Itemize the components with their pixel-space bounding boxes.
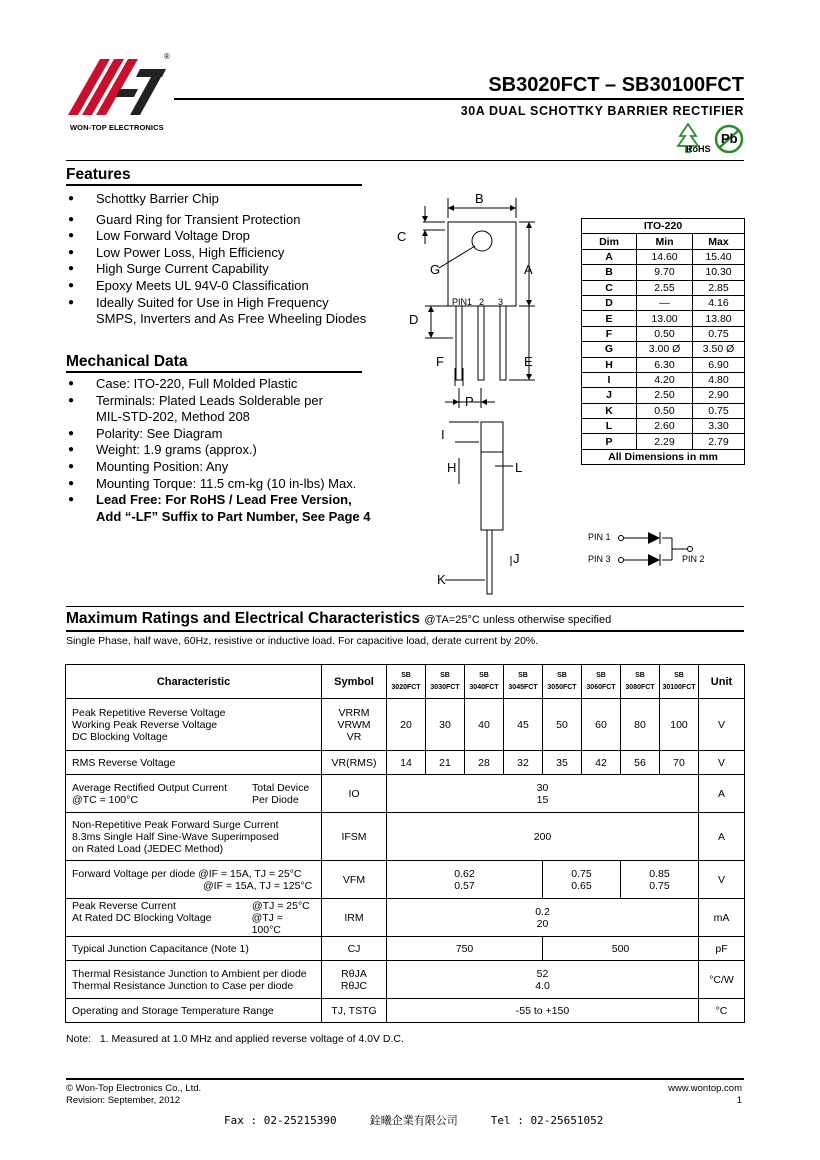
unit-cell: mA [699, 899, 745, 937]
char-text: Total Device [252, 781, 310, 794]
schematic-pin3-label: PIN 3 [588, 554, 611, 564]
part-number: 3080FCT [625, 683, 655, 691]
dim-cell: C [582, 280, 637, 295]
table-row [582, 326, 745, 341]
value-cell [387, 861, 543, 899]
footer-website[interactable]: www.wontop.com [668, 1083, 742, 1094]
ratings-top-rule [66, 606, 744, 607]
col-header-part [660, 665, 699, 699]
features-list [67, 191, 397, 328]
value-text: 0.85 [649, 867, 670, 880]
dim-cell: 2.50 [637, 388, 693, 403]
mech-item: ● Terminals: Plated Leads Solderable per [67, 393, 407, 410]
registered-mark: ® [164, 52, 170, 61]
pin3-label: 3 [498, 297, 504, 307]
dim-cell: 2.90 [693, 388, 745, 403]
value-cell: 50 [543, 699, 582, 751]
table-header-row [66, 665, 745, 699]
col-header-part [465, 665, 504, 699]
table-row [66, 899, 745, 937]
dim-cell: 2.85 [693, 280, 745, 295]
value-text: 20 [536, 917, 549, 930]
value-cell: 70 [660, 751, 699, 775]
part-number: 30100FCT [662, 683, 696, 691]
dim-cell: — [637, 295, 693, 310]
mechanical-title: Mechanical Data [66, 353, 188, 370]
value-cell: 30 [426, 699, 465, 751]
dim-cell: 14.60 [637, 249, 693, 264]
footer-copyright: © Won-Top Electronics Co., Ltd. [66, 1083, 202, 1094]
char-text: Thermal Resistance Junction to Case per diode [72, 979, 294, 992]
value-cell: 80 [621, 699, 660, 751]
char-text: @TC = 100°C [72, 793, 138, 806]
dim-cell: I [582, 372, 637, 387]
table-row [66, 961, 745, 999]
value-cell: 750 [387, 937, 543, 961]
rohs-icon [676, 122, 710, 156]
dim-cell: 0.75 [693, 326, 745, 341]
value-cell [543, 861, 621, 899]
dim-cell: 3.50 Ø [693, 342, 745, 357]
ratings-title-text: Maximum Ratings and Electrical Characteristics [66, 610, 421, 627]
dim-label-g: G [430, 262, 441, 277]
unit-cell: °C [699, 999, 745, 1023]
dim-cell: 0.50 [637, 326, 693, 341]
col-header-part [387, 665, 426, 699]
dim-cell: 2.55 [637, 280, 693, 295]
value-text: 15 [536, 793, 549, 806]
mech-item: ● Mounting Position: Any [67, 459, 407, 476]
dim-label-e: E [524, 354, 533, 369]
part-prefix: SB [635, 671, 645, 679]
dim-label-b: B [475, 191, 484, 206]
table-row [582, 280, 745, 295]
pin1-label: PIN1 [452, 297, 473, 307]
value-cell: 32 [504, 751, 543, 775]
ratings-table [65, 664, 745, 1023]
row-symbol: IFSM [322, 813, 387, 861]
value-cell: 200 [387, 813, 699, 861]
dim-cell: A [582, 249, 637, 264]
symbol-text: VRWM [337, 718, 371, 731]
table-row [582, 357, 745, 372]
value-cell: 28 [465, 751, 504, 775]
rohs-label: RoHS [686, 144, 711, 154]
row-symbol [322, 699, 387, 751]
dim-cell: G [582, 342, 637, 357]
char-text: @TJ = 100°C [251, 911, 283, 936]
value-cell: 35 [543, 751, 582, 775]
feature-item: ● Schottky Barrier Chip [67, 191, 397, 208]
dim-cell: H [582, 357, 637, 372]
value-cell: 21 [426, 751, 465, 775]
row-characteristic [66, 699, 322, 751]
char-text: Average Rectified Output Current [72, 781, 228, 794]
row-symbol: CJ [322, 937, 387, 961]
feature-item: ● Low Power Loss, High Efficiency [67, 245, 397, 262]
row-characteristic [66, 813, 322, 861]
col-header-part [582, 665, 621, 699]
dim-cell: 4.16 [693, 295, 745, 310]
char-text: DC Blocking Voltage [72, 730, 168, 743]
char-text: Forward Voltage per diode @IF = 15A, TJ = 25°C [72, 867, 302, 880]
dim-cell: 6.90 [693, 357, 745, 372]
mech-item-continued: Add “-LF” Suffix to Part Number, See Page 4 [96, 508, 371, 524]
part-number: 3020FCT [391, 683, 421, 691]
char-text: @IF = 15A, TJ = 125°C [203, 879, 313, 892]
char-text: Working Peak Reverse Voltage [72, 718, 218, 731]
col-header-symbol: Symbol [322, 665, 387, 699]
row-symbol: VR(RMS) [322, 751, 387, 775]
mech-item: ● Weight: 1.9 grams (approx.) [67, 442, 407, 459]
footer-page-number: 1 [736, 1095, 742, 1106]
package-outline-drawing [395, 188, 575, 598]
dim-cell: 2.29 [637, 434, 693, 449]
char-text: Peak Reverse Current [72, 899, 176, 912]
value-text: 0.75 [649, 879, 670, 892]
row-symbol: VFM [322, 861, 387, 899]
dim-cell: 3.00 Ø [637, 342, 693, 357]
value-text: 4.0 [535, 979, 550, 992]
dim-cell: J [582, 388, 637, 403]
title-rule [174, 98, 744, 100]
value-text: 0.2 [535, 905, 550, 918]
dim-cell: 0.50 [637, 403, 693, 418]
value-cell: 60 [582, 699, 621, 751]
row-characteristic: Typical Junction Capacitance (Note 1) [66, 937, 322, 961]
row-characteristic: Operating and Storage Temperature Range [66, 999, 322, 1023]
value-cell: 100 [660, 699, 699, 751]
dim-label-a: A [524, 262, 533, 277]
dim-table-header: Max [693, 234, 745, 249]
char-text: @TJ = 25°C [252, 899, 310, 912]
value-cell [387, 899, 699, 937]
table-row [66, 813, 745, 861]
ratings-rule [66, 630, 744, 632]
table-row [66, 775, 745, 813]
footer-revision: Revision: September, 2012 [66, 1095, 181, 1106]
unit-cell: V [699, 861, 745, 899]
header-rule [66, 160, 744, 161]
table-row [582, 388, 745, 403]
symbol-text: RθJC [340, 979, 368, 992]
row-characteristic: RMS Reverse Voltage [66, 751, 322, 775]
char-text: 8.3ms Single Half Sine-Wave Superimposed [72, 830, 279, 843]
value-cell: 45 [504, 699, 543, 751]
value-text: 52 [536, 967, 549, 980]
pin2-label: 2 [479, 297, 485, 307]
dim-cell: B [582, 265, 637, 280]
value-cell [387, 775, 699, 813]
dim-cell: 10.30 [693, 265, 745, 280]
dim-label-p: P [465, 394, 474, 409]
part-prefix: SB [479, 671, 489, 679]
char-text: Non-Repetitive Peak Forward Surge Current [72, 818, 279, 831]
dim-cell: E [582, 311, 637, 326]
col-header-part [426, 665, 465, 699]
col-header-part [504, 665, 543, 699]
value-cell: 40 [465, 699, 504, 751]
unit-cell: °C/W [699, 961, 745, 999]
dim-label-c: C [397, 229, 407, 244]
table-row [66, 999, 745, 1023]
table-row [582, 249, 745, 264]
pb-label: Pb [721, 131, 738, 146]
dim-cell: K [582, 403, 637, 418]
value-cell: -55 to +150 [387, 999, 699, 1023]
feature-item: ● Ideally Suited for Use in High Frequency [67, 295, 397, 312]
ratings-condition: @TA=25°C unless otherwise specified [424, 614, 612, 626]
value-cell: 500 [543, 937, 699, 961]
part-number: 3030FCT [430, 683, 460, 691]
dim-label-j: J [513, 551, 520, 566]
value-cell: 14 [387, 751, 426, 775]
unit-cell: pF [699, 937, 745, 961]
col-header-part [543, 665, 582, 699]
unit-cell: V [699, 751, 745, 775]
row-symbol: IRM [322, 899, 387, 937]
row-characteristic [66, 861, 322, 899]
dim-table-header: Min [637, 234, 693, 249]
schematic-pin1-label: PIN 1 [588, 532, 611, 542]
dim-label-i: I [441, 427, 445, 442]
dim-label-d: D [409, 312, 419, 327]
page-subtitle: 30A DUAL SCHOTTKY BARRIER RECTIFIER [460, 104, 744, 118]
dimension-table [581, 218, 745, 465]
row-symbol: IO [322, 775, 387, 813]
features-rule [66, 184, 362, 186]
table-row [582, 372, 745, 387]
schematic-symbol [588, 526, 748, 572]
feature-item-continued: SMPS, Inverters and As Free Wheeling Diodes [96, 311, 367, 327]
symbol-text: VR [346, 730, 362, 743]
dim-table-footer: All Dimensions in mm [582, 449, 745, 464]
table-row [582, 265, 745, 280]
footer-rule [66, 1078, 744, 1080]
value-cell [387, 961, 699, 999]
table-row [582, 295, 745, 310]
features-title: Features [66, 166, 131, 183]
row-symbol: TJ, TSTG [322, 999, 387, 1023]
company-logo [68, 55, 168, 121]
table-row [66, 937, 745, 961]
table-row [582, 419, 745, 434]
table-row [66, 861, 745, 899]
col-header-unit: Unit [699, 665, 745, 699]
part-prefix: SB [674, 671, 684, 679]
char-text: on Rated Load (JEDEC Method) [72, 842, 224, 855]
part-number: 3040FCT [469, 683, 499, 691]
part-prefix: SB [440, 671, 450, 679]
dim-cell: F [582, 326, 637, 341]
mechanical-rule [66, 371, 362, 373]
row-symbol [322, 961, 387, 999]
row-characteristic [66, 899, 322, 937]
symbol-text: RθJA [341, 967, 367, 980]
dim-label-k: K [437, 572, 446, 587]
ratings-note-line: Single Phase, half wave, 60Hz, resistive or inductive load. For capacitive load, derate current by 20%. [66, 635, 539, 647]
mech-item-continued: MIL-STD-202, Method 208 [96, 409, 250, 425]
mech-item: ● Case: ITO-220, Full Molded Plastic [67, 376, 407, 393]
col-header-part [621, 665, 660, 699]
dim-label-f: F [436, 354, 444, 369]
mech-item: ● Mounting Torque: 11.5 cm-kg (10 in-lbs) Max. [67, 476, 407, 493]
company-name: WON-TOP ELECTRONICS [70, 123, 164, 132]
footer-contact-stamp: Fax : 02-25215390 銓曦企業有限公司 Tel : 02-25651052 [224, 1114, 604, 1127]
char-text: At Rated DC Blocking Voltage [72, 911, 212, 924]
schematic-pin2-label: PIN 2 [682, 554, 705, 564]
part-prefix: SB [401, 671, 411, 679]
part-number: 3045FCT [508, 683, 538, 691]
value-text: 30 [536, 781, 549, 794]
mech-item-lead-free: ● Lead Free: For RoHS / Lead Free Version, [67, 492, 407, 509]
value-text: 0.75 [571, 867, 592, 880]
part-prefix: SB [518, 671, 528, 679]
dim-cell: 6.30 [637, 357, 693, 372]
feature-item: ● Guard Ring for Transient Protection [67, 212, 397, 229]
dim-cell: 13.80 [693, 311, 745, 326]
ratings-note: Note: 1. Measured at 1.0 MHz and applied reverse voltage of 4.0V D.C. [66, 1033, 404, 1045]
dim-cell: 4.20 [637, 372, 693, 387]
unit-cell: A [699, 775, 745, 813]
table-row [582, 434, 745, 449]
mechanical-list [67, 376, 407, 525]
dim-cell: 15.40 [693, 249, 745, 264]
dim-cell: 9.70 [637, 265, 693, 280]
value-cell [621, 861, 699, 899]
dim-cell: 4.80 [693, 372, 745, 387]
value-text: 0.57 [454, 879, 475, 892]
dim-cell: 2.60 [637, 419, 693, 434]
feature-item: ● Low Forward Voltage Drop [67, 228, 397, 245]
lead-free-icon [714, 124, 744, 154]
dim-cell: P [582, 434, 637, 449]
value-cell: 20 [387, 699, 426, 751]
page-title: SB3020FCT – SB30100FCT [488, 74, 744, 96]
value-text: 0.65 [571, 879, 592, 892]
unit-cell: V [699, 699, 745, 751]
col-header-characteristic: Characteristic [66, 665, 322, 699]
value-cell: 56 [621, 751, 660, 775]
part-number: 3060FCT [586, 683, 616, 691]
row-characteristic [66, 775, 322, 813]
table-row [582, 403, 745, 418]
dim-label-l: L [515, 460, 523, 475]
table-row [66, 699, 745, 751]
dim-cell: 0.75 [693, 403, 745, 418]
part-prefix: SB [596, 671, 606, 679]
symbol-text: VRRM [338, 706, 370, 719]
part-prefix: SB [557, 671, 567, 679]
feature-item: ● Epoxy Meets UL 94V-0 Classification [67, 278, 397, 295]
value-cell: 42 [582, 751, 621, 775]
table-row [582, 311, 745, 326]
value-text: 0.62 [454, 867, 475, 880]
table-row [66, 751, 745, 775]
unit-cell: A [699, 813, 745, 861]
dim-table-package: ITO-220 [582, 219, 745, 234]
part-number: 3050FCT [547, 683, 577, 691]
dim-cell: 3.30 [693, 419, 745, 434]
char-text: Thermal Resistance Junction to Ambient per diode [72, 967, 307, 980]
mech-item: ● Polarity: See Diagram [67, 426, 407, 443]
table-row [582, 342, 745, 357]
ratings-title [66, 610, 611, 628]
dim-cell: L [582, 419, 637, 434]
dim-label-h: H [447, 460, 457, 475]
feature-item: ● High Surge Current Capability [67, 261, 397, 278]
dim-cell: 2.79 [693, 434, 745, 449]
row-characteristic [66, 961, 322, 999]
char-text: Per Diode [252, 793, 299, 806]
dim-table-header: Dim [582, 234, 637, 249]
char-text: Peak Repetitive Reverse Voltage [72, 706, 226, 719]
dim-cell: 13.00 [637, 311, 693, 326]
dim-cell: D [582, 295, 637, 310]
